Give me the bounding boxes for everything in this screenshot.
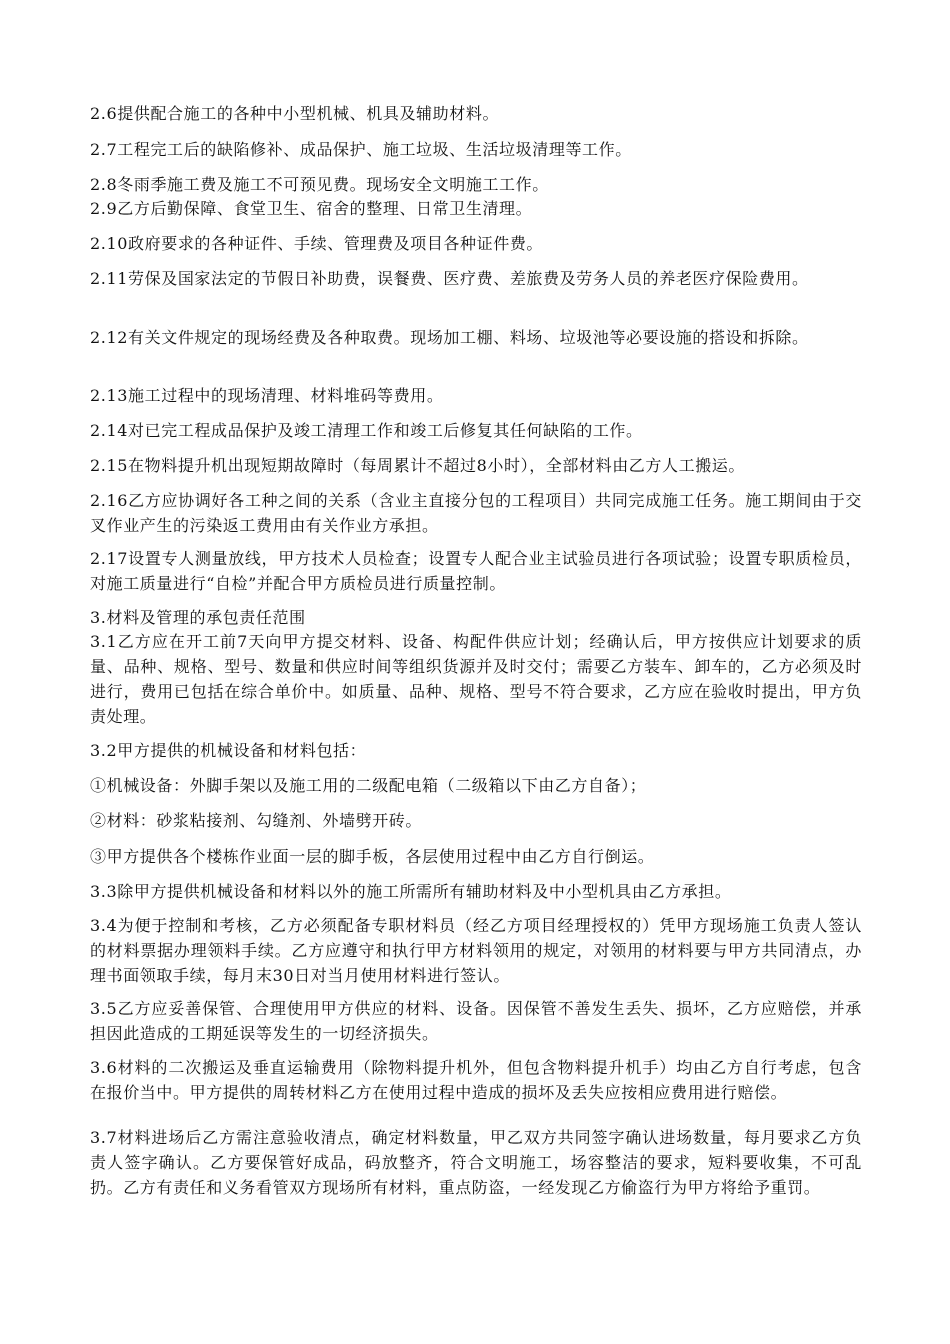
clause-2-12: 2.12有关文件规定的现场经费及各种取费。现场加工棚、料场、垃圾池等必要设施的搭设和拆除。 (90, 328, 809, 347)
clause-2-17: 2.17设置专人测量放线，甲方技术人员检查；设置专人配合业主试验员进行各项试验；设置专职质检员，对施工质量进行“自检”并配合甲方质检员进行质量控制。 (90, 549, 862, 593)
clause-2-13: 2.13施工过程中的现场清理、材料堆码等费用。 (90, 386, 444, 405)
clause-2-16: 2.16乙方应协调好各工种之间的关系（含业主直接分包的工程项目）共同完成施工任务。施工期间由于交叉作业产生的污染返工费用由有关作业方承担。 (90, 491, 862, 535)
clause-3-6: 3.6材料的二次搬运及垂直运输费用（除物料提升机外，但包含物料提升机手）均由乙方自行考虑，包含在报价当中。甲方提供的周转材料乙方在使用过程中造成的损坏及丢失应按相应费用进行赔偿。 (90, 1058, 862, 1102)
clause-2-14: 2.14对已完工程成品保护及竣工清理工作和竣工后修复其任何缺陷的工作。 (90, 421, 643, 440)
clause-2-8: 2.8冬雨季施工费及施工不可预见费。现场安全文明施工工作。 (90, 175, 549, 194)
clause-3-3: 3.3除甲方提供机械设备和材料以外的施工所需所有辅助材料及中小型机具由乙方承担。 (90, 882, 732, 901)
clause-2-7: 2.7工程完工后的缺陷修补、成品保护、施工垃圾、生活垃圾清理等工作。 (90, 140, 632, 159)
section-3-heading: 3.材料及管理的承包责任范围 (90, 608, 306, 627)
clause-3-4: 3.4为便于控制和考核，乙方必须配备专职材料员（经乙方项目经理授权的）凭甲方现场施工负责人签认的材料票据办理领料手续。乙方应遵守和执行甲方材料领用的规定，对领用的材料要与甲方共同清点，办理书面领取手续，每月末30日对当月使用材料进行签认。 (90, 916, 862, 985)
list-item-3: ③甲方提供各个楼栋作业面一层的脚手板，各层使用过程中由乙方自行倒运。 (90, 847, 655, 866)
clause-2-9: 2.9乙方后勤保障、食堂卫生、宿舍的整理、日常卫生清理。 (90, 199, 533, 218)
clause-3-2: 3.2甲方提供的机械设备和材料包括： (90, 741, 367, 760)
clause-2-6: 2.6提供配合施工的各种中小型机械、机具及辅助材料。 (90, 104, 500, 123)
list-item-2: ②材料：砂浆粘接剂、勾缝剂、外墙劈开砖。 (90, 811, 423, 830)
clause-2-11: 2.11劳保及国家法定的节假日补助费，误餐费、医疗费、差旅费及劳务人员的养老医疗保险费用。 (90, 269, 809, 288)
clause-3-1: 3.1乙方应在开工前7天向甲方提交材料、设备、构配件供应计划；经确认后，甲方按供应计划要求的质量、品种、规格、型号、数量和供应时间等组织货源并及时交付；需要乙方装车、卸车的，乙方必须及时进行，费用已包括在综合单价中。如质量、品种、规格、型号不符合要求，乙方应在验收时提出，甲方负责处理。 (90, 632, 862, 726)
clause-3-5: 3.5乙方应妥善保管、合理使用甲方供应的材料、设备。因保管不善发生丢失、损坏，乙方应赔偿，并承担因此造成的工期延误等发生的一切经济损失。 (90, 999, 862, 1043)
clause-3-7: 3.7材料进场后乙方需注意验收清点，确定材料数量，甲乙双方共同签字确认进场数量，每月要求乙方负责人签字确认。乙方要保管好成品，码放整齐，符合文明施工，场容整洁的要求，短料要收集，不可乱扔。乙方有责任和义务看管双方现场所有材料，重点防盗，一经发现乙方偷盗行为甲方将给予重罚。 (90, 1128, 862, 1197)
clause-2-10: 2.10政府要求的各种证件、手续、管理费及项目各种证件费。 (90, 234, 544, 253)
clause-2-15: 2.15在物料提升机出现短期故障时（每周累计不超过8小时），全部材料由乙方人工搬运。 (90, 456, 746, 475)
list-item-1: ①机械设备：外脚手架以及施工用的二级配电箱（二级箱以下由乙方自备）； (90, 776, 647, 795)
